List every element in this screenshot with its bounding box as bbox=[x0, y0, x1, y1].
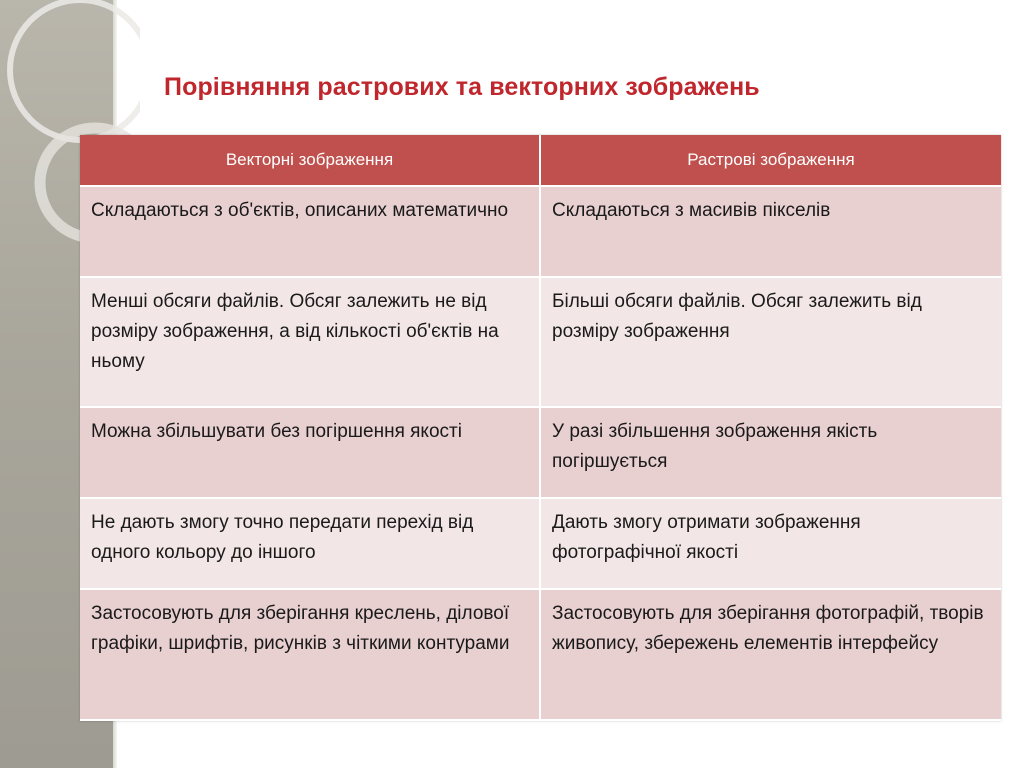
vector-cell: Складаються з об'єктів, описаних математично bbox=[80, 186, 540, 277]
header-raster-images: Растрові зображення bbox=[540, 135, 1001, 186]
header-vector-images: Векторні зображення bbox=[80, 135, 540, 186]
table-row bbox=[80, 498, 1001, 589]
comparison-table bbox=[80, 135, 1001, 721]
raster-cell: Більші обсяги файлів. Обсяг залежить від розміру зображення bbox=[540, 277, 1001, 407]
table-header-row bbox=[80, 135, 1001, 186]
table-row bbox=[80, 589, 1001, 720]
decorative-ring-large bbox=[10, 0, 140, 140]
slide-title: Порівняння растрових та векторних зображень bbox=[164, 73, 760, 101]
raster-cell: У разі збільшення зображення якість погіршується bbox=[540, 407, 1001, 498]
vector-cell: Не дають змогу точно передати перехід від одного кольору до іншого bbox=[80, 498, 540, 589]
table-row bbox=[80, 186, 1001, 277]
raster-cell: Застосовують для зберігання фотографій, творів живопису, збережень елементів інтерфейсу bbox=[540, 589, 1001, 720]
raster-cell: Дають змогу отримати зображення фотографічної якості bbox=[540, 498, 1001, 589]
table-row bbox=[80, 277, 1001, 407]
raster-cell: Складаються з масивів пікселів bbox=[540, 186, 1001, 277]
vector-cell: Застосовують для зберігання креслень, ділової графіки, шрифтів, рисунків з чіткими контурами bbox=[80, 589, 540, 720]
vector-cell: Менші обсяги файлів. Обсяг залежить не від розміру зображення, а від кількості об'єктів на ньому bbox=[80, 277, 540, 407]
table-row bbox=[80, 407, 1001, 498]
vector-cell: Можна збільшувати без погіршення якості bbox=[80, 407, 540, 498]
